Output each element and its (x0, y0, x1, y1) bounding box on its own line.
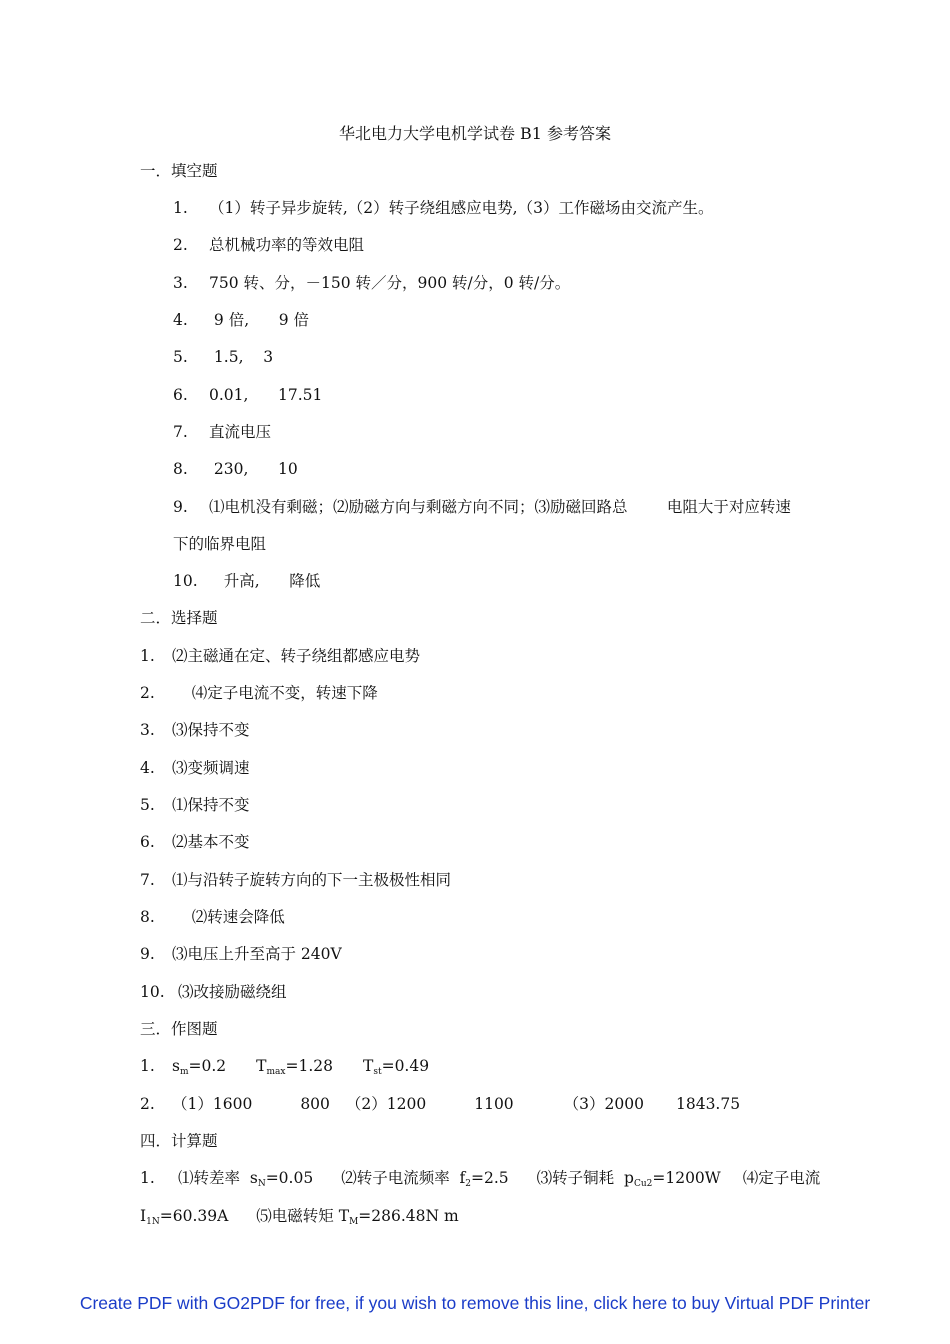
list-item: 3. ⑶保持不变 (140, 721, 250, 739)
list-item: 2. （1）1600 800 （2）1200 1100 （3）2000 1843.75 (140, 1095, 741, 1113)
list-item: 1. $s_m=0.2$ $T_{max}=1.28$ $T_{st}=0.49$ (140, 1057, 430, 1077)
list-item: 8. 230, 10 (173, 460, 298, 478)
page-title: 华北电力大学电机学试卷 B1 参考答案 (338, 124, 612, 143)
list-item: 1. ⑴转差率 $s_N=0.05$ ⑵转子电流频率 $f_2=2.5$ ⑶转子铜耗 $p_{Cu2}=1200W$ ⑷定子电流 (140, 1169, 821, 1189)
list-item: 2. 总机械功率的等效电阻 (173, 236, 365, 254)
list-item: 4. 9 倍, 9 倍 (173, 311, 309, 329)
footer-link[interactable]: Create PDF with GO2PDF for free, if you wish to remove this line, click here to buy Virtual PDF Printer (79, 1293, 871, 1313)
list-item: 7. ⑴与沿转子旋转方向的下一主极极性相同 (140, 871, 452, 889)
list-item: 7. 直流电压 (173, 423, 272, 441)
section-heading-drawing: 三．作图题 (140, 1020, 218, 1038)
section-heading-calculation: 四．计算题 (140, 1132, 218, 1150)
list-item: 2. ⑷定子电流不变，转速下降 (140, 684, 378, 702)
list-item: 1. ⑵主磁通在定、转子绕组都感应电势 (140, 647, 421, 665)
list-item-continuation: $I_{1N}=60.39A$ ⑸电磁转矩 $T_M=286.48N$ m (140, 1207, 459, 1227)
list-item: 5. 1.5, 3 (173, 348, 274, 366)
section-heading-fill-blank: 一．填空题 (140, 162, 218, 180)
list-item: 10. ⑶改接励磁绕组 (140, 983, 287, 1001)
list-item: 1. （1）转子异步旋转,（2）转子绕组感应电势,（3）工作磁场由交流产生。 (173, 199, 714, 217)
list-item: 3. 750 转、分，－150 转／分，900 转/分，0 转/分。 (173, 274, 571, 292)
list-item: 10. 升高, 降低 (173, 572, 321, 590)
list-item: 9. ⑶电压上升至高于 240V (140, 945, 342, 963)
footer-banner (0, 1293, 950, 1314)
list-item: 9. ⑴电机没有剩磁；⑵励磁方向与剩磁方向不同；⑶励磁回路总 电阻大于对应转速 (173, 498, 791, 516)
list-item-continuation: 下的临界电阻 (173, 535, 267, 553)
list-item: 6. 0.01, 17.51 (173, 386, 323, 404)
list-item: 8. ⑵转速会降低 (140, 908, 285, 926)
section-heading-multiple-choice: 二．选择题 (140, 609, 218, 627)
list-item: 4. ⑶变频调速 (140, 759, 250, 777)
list-item: 6. ⑵基本不变 (140, 833, 250, 851)
list-item: 5. ⑴保持不变 (140, 796, 250, 814)
